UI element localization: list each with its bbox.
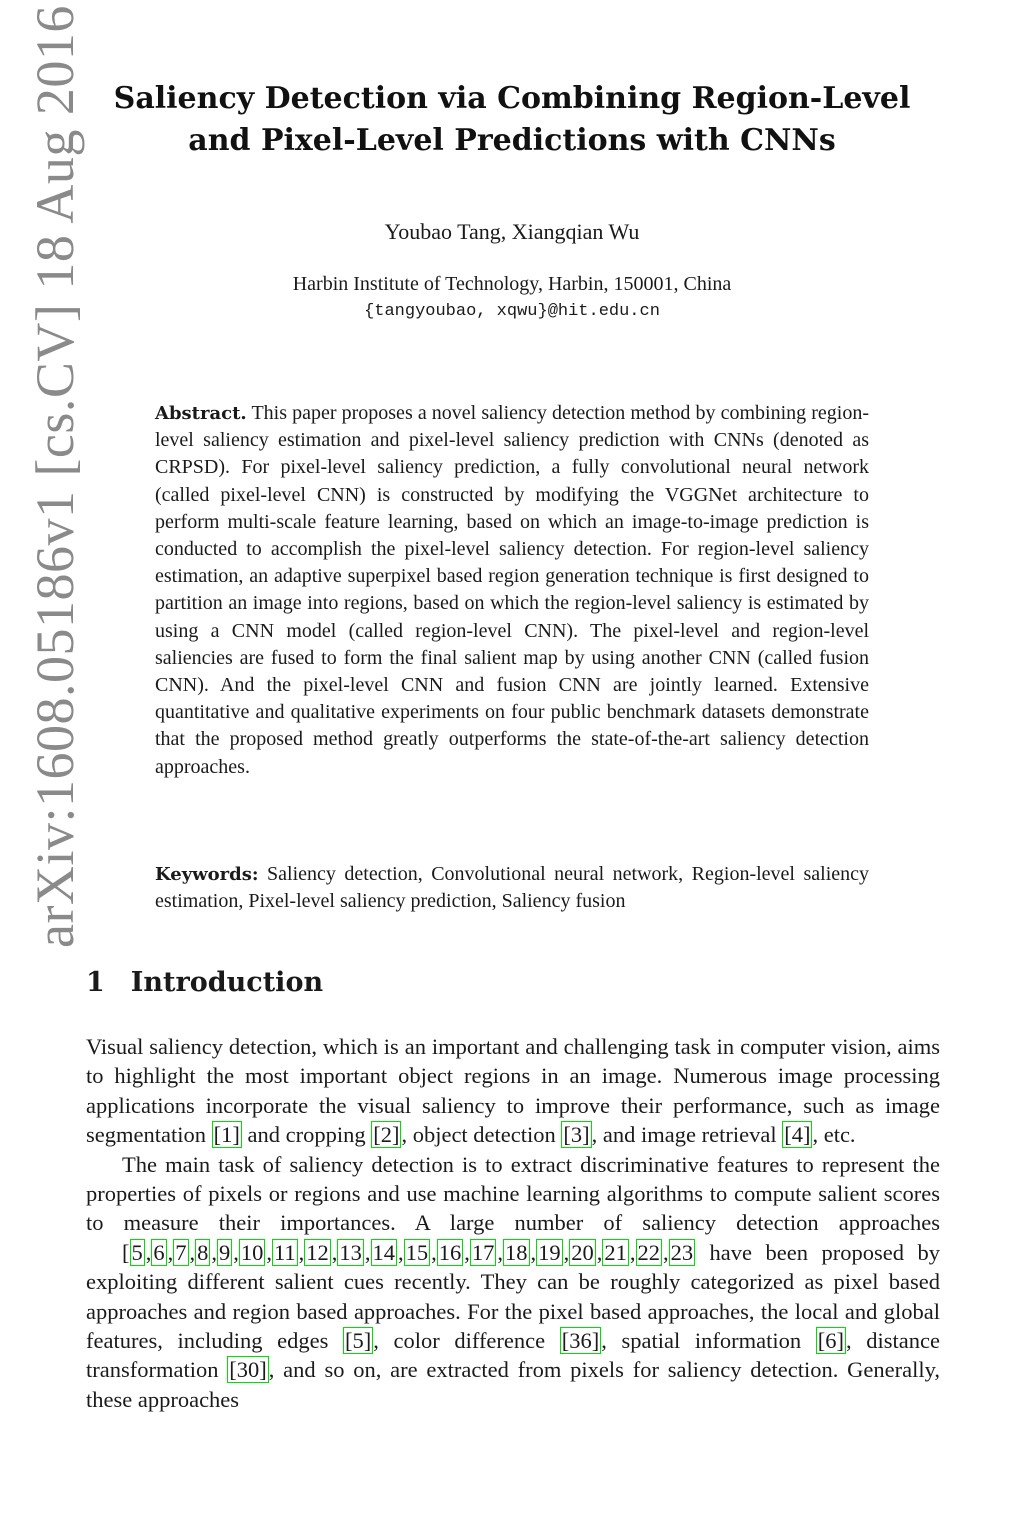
paragraph-text: have been proposed by exploiting different salient cues recently. They can be roughly categorized as pixel based approaches and region based approaches. For the pixel based approaches, the local and global features, including edges <box>86 1239 940 1354</box>
paragraph-text: , spatial information <box>601 1328 816 1354</box>
citation-separator: , <box>167 1239 174 1265</box>
citation-link[interactable]: 5 <box>131 1239 143 1265</box>
citation-separator: , <box>211 1239 217 1265</box>
citation-link[interactable]: 7 <box>175 1239 187 1265</box>
citation-link[interactable]: 14 <box>372 1239 396 1265</box>
paragraph-text: , and image retrieval <box>591 1122 783 1148</box>
authors: Youbao Tang, Xiangqian Wu <box>384 219 640 244</box>
paragraph-1 <box>86 1032 940 1150</box>
paragraph-text: , etc. <box>812 1122 856 1148</box>
citation-separator: , <box>298 1239 305 1265</box>
keywords <box>155 861 869 915</box>
paragraph-text: and cropping <box>241 1122 372 1148</box>
abstract <box>155 400 869 781</box>
citation-link[interactable]: 10 <box>240 1239 264 1265</box>
citation-separator: , <box>233 1239 239 1265</box>
citation-link[interactable]: 22 <box>637 1239 661 1265</box>
title-line-2: and Pixel-Level Predictions with CNNs <box>188 123 836 158</box>
paragraph-text: , object detection <box>401 1122 562 1148</box>
citation-separator: , <box>189 1239 196 1265</box>
citation-link[interactable]: 13 <box>339 1239 362 1265</box>
paragraph-text: The main task of saliency detection is to extract discriminative features to represent the properties of pixels or regions and use machine learning algorithms to compute salient scores to measure their importances. A large number of saliency detection approaches <box>86 1151 940 1236</box>
keywords-text: Saliency detection, Convolutional neural network, Region-level saliency estimation, Pixel-level saliency prediction, Saliency fusion <box>155 863 870 913</box>
citation-run <box>86 1238 696 1267</box>
citation-link[interactable]: 6 <box>153 1239 165 1265</box>
citation-link[interactable]: 18 <box>505 1239 528 1265</box>
paragraph-text: Visual saliency detection, which is an important and challenging task in computer vision, aims to highlight the most important object regions in an image. Numerous image processing applications incorporate the visual saliency to improve their performance, such as image segmentation <box>86 1034 940 1148</box>
citation-link[interactable]: 20 <box>571 1239 594 1265</box>
introduction-body <box>86 1032 940 1414</box>
citation-link[interactable]: [6] <box>817 1328 845 1354</box>
section-heading-introduction <box>86 964 323 1002</box>
citation-separator: , <box>629 1239 636 1265</box>
keywords-label: Keywords: <box>155 864 259 885</box>
citation-separator: , <box>530 1239 537 1265</box>
citation-link[interactable]: 17 <box>471 1239 495 1265</box>
paragraph-text: , color difference <box>373 1328 560 1354</box>
citation-separator: , <box>464 1239 470 1265</box>
citation-link[interactable]: 11 <box>274 1239 296 1265</box>
paragraph-text: , and so on, are extracted from pixels for saliency detection. Generally, these approaches <box>86 1357 941 1412</box>
citation-link[interactable]: [1] <box>213 1122 240 1148</box>
citation-list <box>130 1240 697 1265</box>
section-number: 1 <box>86 967 105 998</box>
citation-link[interactable]: 9 <box>219 1239 231 1265</box>
citation-link[interactable]: 21 <box>604 1239 627 1265</box>
citation-separator: , <box>331 1239 338 1265</box>
paragraph-text: , distance transformation <box>86 1328 941 1383</box>
citation-separator: , <box>596 1239 603 1265</box>
citation-separator: , <box>364 1239 371 1265</box>
citation-link[interactable]: 23 <box>670 1239 694 1265</box>
title-line-1: Saliency Detection via Combining Region-Level <box>113 81 911 116</box>
citation-separator: , <box>663 1239 669 1265</box>
citation-link[interactable]: 8 <box>197 1239 209 1265</box>
citation-bracket-open: [ <box>122 1239 130 1265</box>
citation-link[interactable]: [36] <box>561 1328 600 1354</box>
citation-separator: , <box>145 1239 152 1265</box>
citation-link[interactable]: [30] <box>229 1357 267 1383</box>
citation-separator: , <box>563 1239 570 1265</box>
paragraph-2 <box>86 1150 940 1415</box>
author-email: {tangyoubao, xqwu}@hit.edu.cn <box>364 302 660 321</box>
citation-link[interactable]: [2] <box>373 1122 400 1148</box>
citation-separator: , <box>266 1239 272 1265</box>
citation-link[interactable]: [5] <box>344 1328 372 1354</box>
abstract-text: This paper proposes a novel saliency detection method by combining region-level saliency estimation and pixel-level saliency prediction with CNNs (denoted as CRPSD). For pixel-level saliency prediction, a fully convolutional neural network (called pixel-level CNN) is constructed by modifying the VGGNet architecture to perform multi-scale feature learning, based on which an image-to-image prediction is conducted to accomplish the pixel-level saliency detection. For region-level saliency estimation, an adaptive superpixel based region generation technique is first designed to partition an image into regions, based on which the region-level saliency is estimated by using a CNN model (called region-level CNN). The pixel-level and region-level saliencies are fused to form the final salient map by using another CNN (called fusion CNN). And the pixel-level CNN and fusion CNN are jointly learned. Extensive quantitative and qualitative experiments on four public benchmark datasets demonstrate that the proposed method greatly outperforms the state-of-the-art saliency detection approaches. <box>155 402 869 778</box>
paper-title <box>90 78 934 162</box>
abstract-label: Abstract. <box>155 403 247 424</box>
citation-separator: , <box>431 1239 437 1265</box>
affiliation: Harbin Institute of Technology, Harbin, 150001, China <box>292 273 732 295</box>
citation-link[interactable]: 15 <box>405 1239 429 1265</box>
citation-separator: , <box>497 1239 504 1265</box>
citation-link[interactable]: 19 <box>538 1239 561 1265</box>
citation-separator: , <box>398 1239 404 1265</box>
affiliation-block <box>90 271 934 325</box>
citation-link[interactable]: 12 <box>306 1239 329 1265</box>
citation-link[interactable]: 16 <box>438 1239 462 1265</box>
citation-link[interactable]: [3] <box>563 1122 590 1148</box>
section-title: Introduction <box>130 967 324 998</box>
citation-link[interactable]: [4] <box>784 1122 811 1148</box>
arxiv-identifier-stamp: arXiv:1608.05186v1 [cs.CV] 18 Aug 2016 <box>25 5 85 948</box>
